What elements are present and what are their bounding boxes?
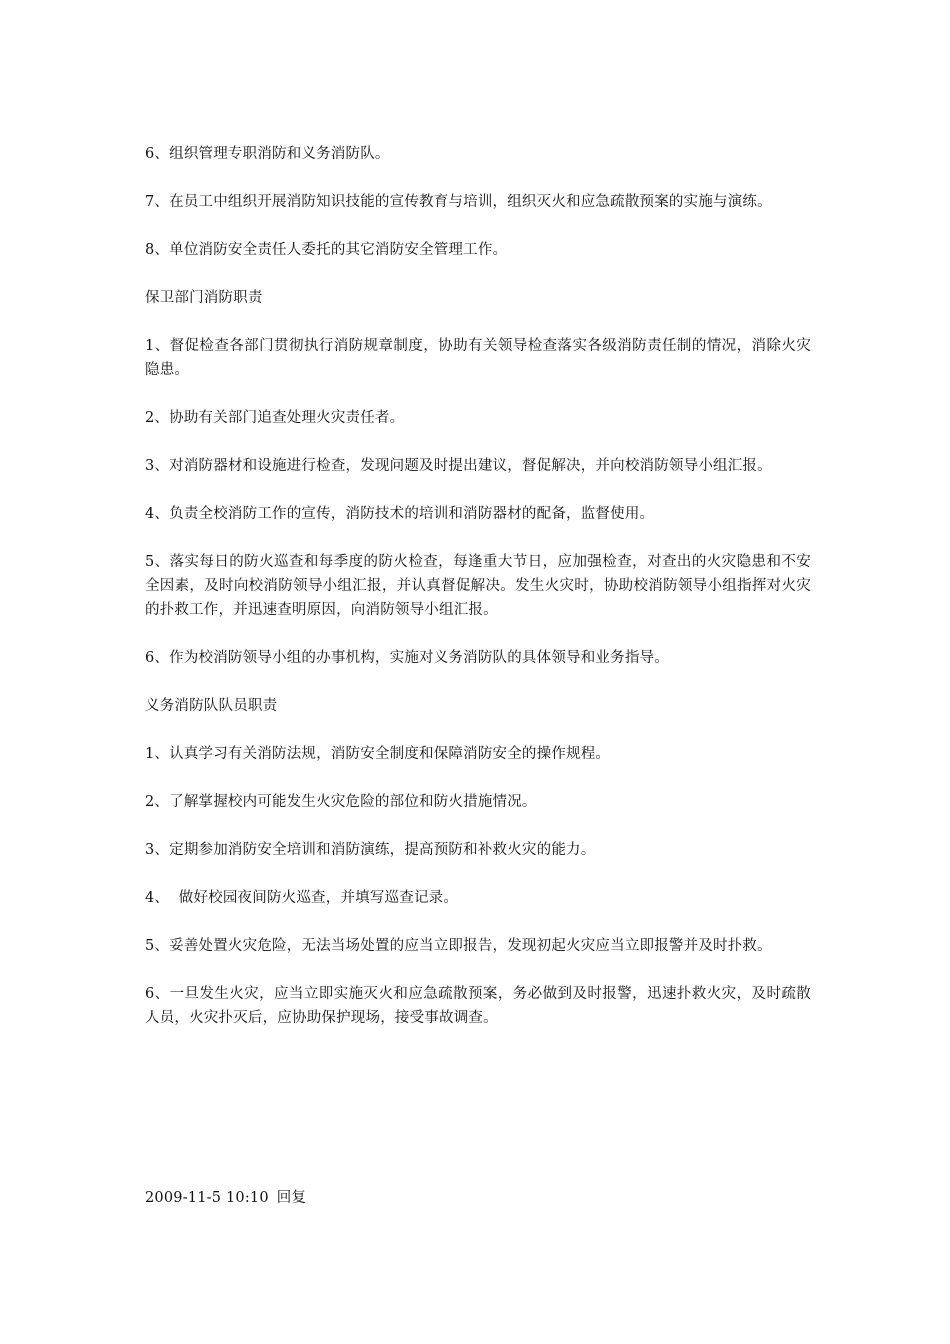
duty-item: 4、负责全校消防工作的宣传，消防技术的培训和消防器材的配备，监督使用。 — [145, 506, 655, 522]
duty-item: 6、作为校消防领导小组的办事机构，实施对义务消防队的具体领导和业务指导。 — [145, 650, 669, 666]
reply-link[interactable]: 回复 — [276, 1190, 307, 1206]
duty-item: 2、了解掌握校内可能发生火灾危险的部位和防火措施情况。 — [145, 794, 537, 810]
duty-item: 3、对消防器材和设施进行检查，发现问题及时提出建议，督促解决，并向校消防领导小组汇报。 — [145, 458, 772, 474]
section-heading-volunteer-team: 义务消防队队员职责 — [145, 698, 278, 714]
duty-item: 6、一旦发生火灾，应当立即实施灭火和应急疏散预案，务必做到及时报警，迅速扑救火灾，及时疏散人员，火灾扑灭后，应协助保护现场，接受事故调查。 — [145, 986, 811, 1026]
duty-item: 1、督促检查各部门贯彻执行消防规章制度，协助有关领导检查落实各级消防责任制的情况，消除火灾隐患。 — [145, 338, 811, 378]
post-footer — [145, 1186, 306, 1210]
duty-item: 2、协助有关部门追查处理火灾责任者。 — [145, 410, 405, 426]
duty-item: 7、在员工中组织开展消防知识技能的宣传教育与培训，组织灭火和应急疏散预案的实施与演练。 — [145, 194, 772, 210]
duty-item: 4、 做好校园夜间防火巡查，并填写巡查记录。 — [145, 890, 459, 906]
duty-item: 6、组织管理专职消防和义务消防队。 — [145, 146, 390, 162]
duty-item: 5、妥善处置火灾危险，无法当场处置的应当立即报告，发现初起火灾应当立即报警并及时扑救。 — [145, 938, 772, 954]
post-timestamp: 2009-11-5 10:10 — [145, 1190, 269, 1206]
section-heading-security-dept: 保卫部门消防职责 — [145, 290, 263, 306]
duty-item: 1、认真学习有关消防法规，消防安全制度和保障消防安全的操作规程。 — [145, 746, 611, 762]
duty-item: 8、单位消防安全责任人委托的其它消防安全管理工作。 — [145, 242, 508, 258]
document-body — [145, 142, 811, 1054]
duty-item: 5、落实每日的防火巡查和每季度的防火检查，每逢重大节日，应加强检查，对查出的火灾隐患和不安全因素，及时向校消防领导小组汇报，并认真督促解决。发生火灾时，协助校消防领导小组指挥对火灾的扑救工作，并迅速查明原因，向消防领导小组汇报。 — [145, 554, 811, 618]
duty-item: 3、定期参加消防安全培训和消防演练，提高预防和补救火灾的能力。 — [145, 842, 596, 858]
